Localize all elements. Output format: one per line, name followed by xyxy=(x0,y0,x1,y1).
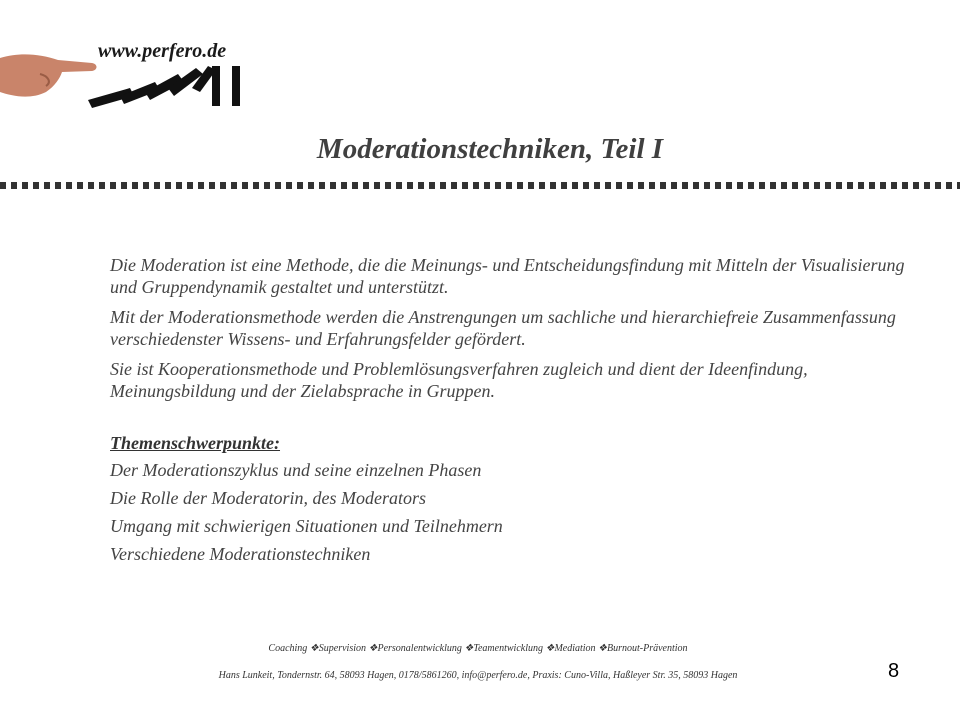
intro-paragraph-1: Die Moderation ist eine Methode, die die Meinungs- und Entscheidungsfindung mit Mitteln der Visualisierung und Gruppendynamik gestaltet und unterstützt. xyxy=(110,255,905,297)
intro-paragraph-3: Sie ist Kooperationsmethode und Problemlösungsverfahren zugleich und dient der Ideenfindung, Meinungsbildung und der Zielabsprache in Gruppen. xyxy=(110,359,808,401)
topics-heading: Themenschwerpunkte: xyxy=(110,433,281,453)
intro-paragraph-2: Mit der Moderationsmethode werden die Anstrengungen um sachliche und hierarchiefreie Zusammenfassung verschiedenster Wissens- und Erfahrungsfelder gefördert. xyxy=(110,307,896,349)
topic-item: Umgang mit schwierigen Situationen und Teilnehmern xyxy=(110,516,503,536)
slide-content xyxy=(110,254,910,568)
slide-title: Moderationstechniken, Teil I xyxy=(316,133,664,165)
perfero-logo xyxy=(0,30,260,120)
topic-item: Die Rolle der Moderatorin, des Moderators xyxy=(110,488,426,508)
footer-services: Coaching ❖Supervision ❖Personalentwicklung ❖Teamentwicklung ❖Mediation ❖Burnout-Prävention xyxy=(268,643,688,654)
page-number: 8 xyxy=(888,660,900,682)
logo-url: www.perfero.de xyxy=(98,40,227,62)
footer-contact: Hans Lunkeit, Tondernstr. 64, 58093 Hagen, 0178/5861260, info@perfero.de, Praxis: Cuno-Villa, Haßleyer Str. 35, 58093 Hagen xyxy=(218,670,738,681)
topic-item: Der Moderationszyklus und seine einzelnen Phasen xyxy=(110,460,482,480)
dotted-divider xyxy=(0,182,960,189)
topic-item: Verschiedene Moderationstechniken xyxy=(110,544,371,564)
